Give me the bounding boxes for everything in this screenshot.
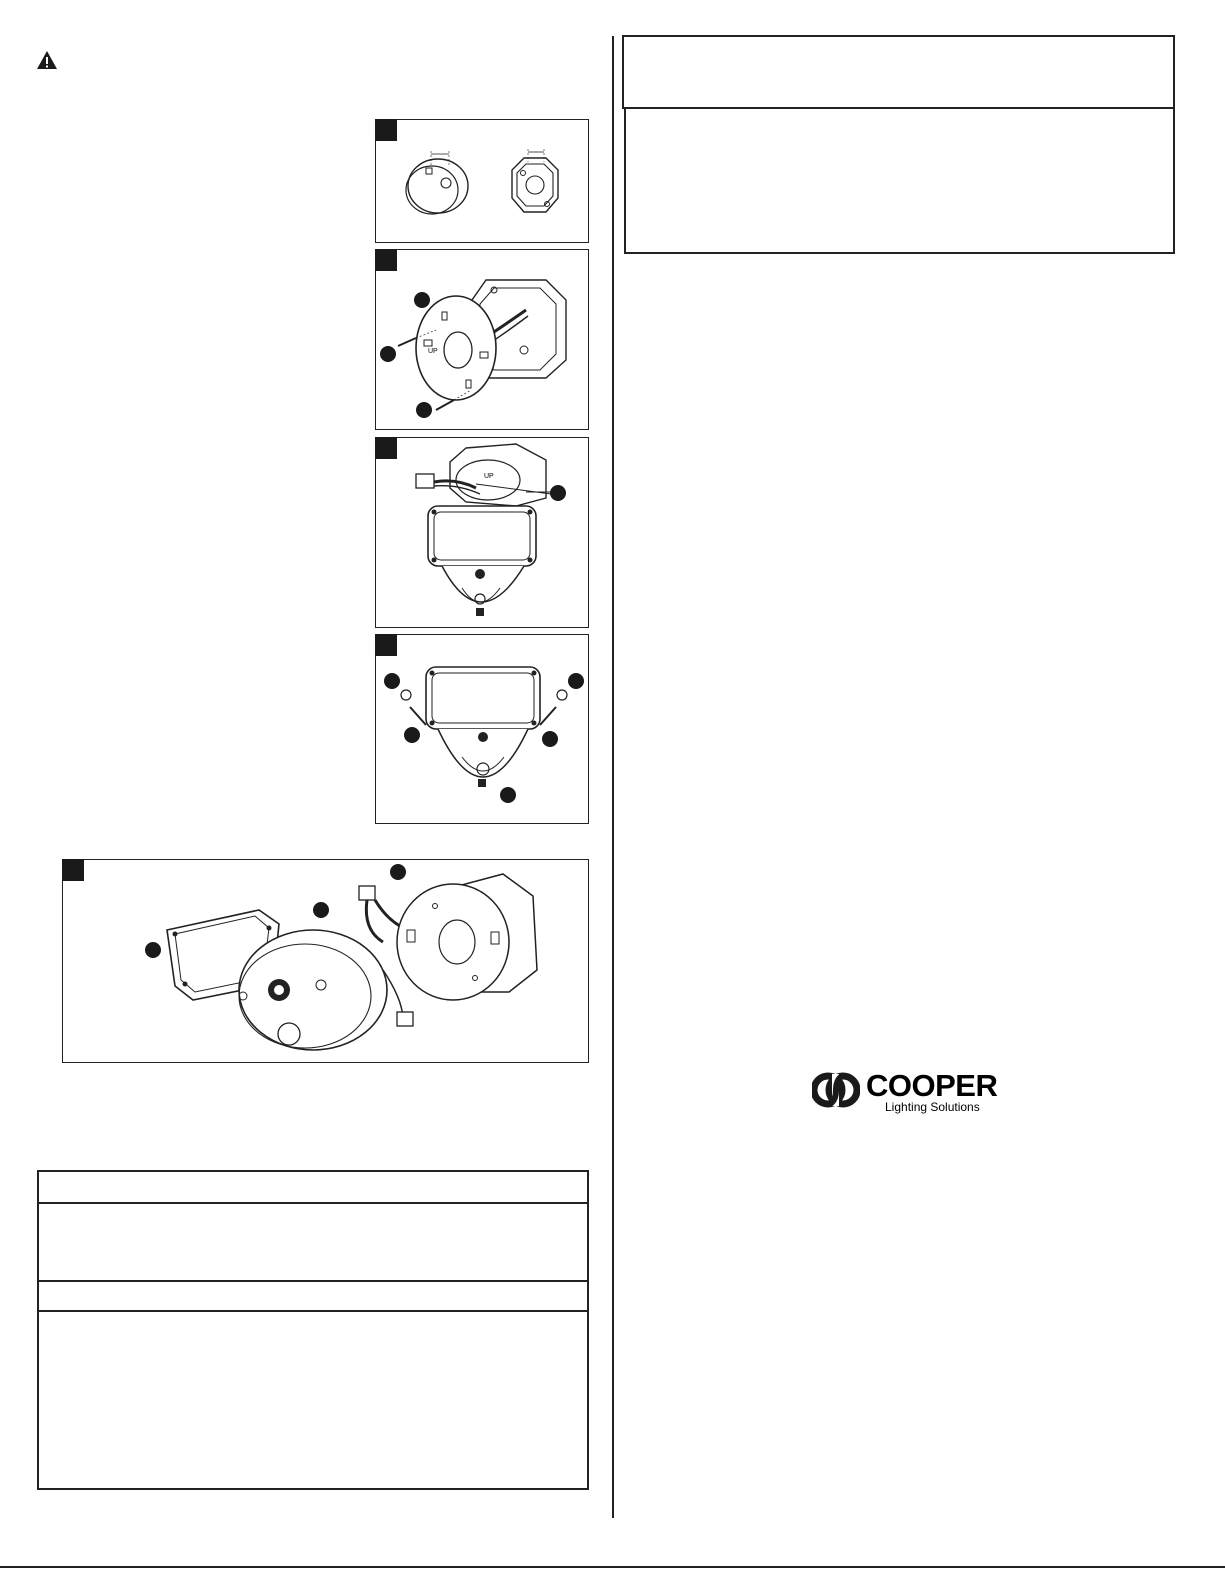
mounting-plate-figure	[375, 249, 589, 430]
mounting-plate-drawing	[376, 250, 590, 431]
callout-marker	[414, 292, 430, 308]
right-header-box	[622, 35, 1175, 109]
cooper-brand-name: COOPER	[866, 1068, 998, 1103]
exploded-assembly-drawing	[63, 860, 590, 1064]
callout-marker	[542, 731, 558, 747]
fixture-attach-drawing	[376, 635, 590, 825]
up-label: UP	[484, 473, 494, 480]
left-table-body	[37, 1202, 589, 1282]
right-body-box	[624, 107, 1175, 254]
junction-box-drawing	[376, 120, 590, 244]
left-table-header-row	[37, 1170, 589, 1204]
wiring-connection-figure	[375, 437, 589, 628]
callout-marker	[380, 346, 396, 362]
fixture-attach-figure	[375, 634, 589, 824]
callout-marker	[568, 673, 584, 689]
callout-marker	[145, 942, 161, 958]
exploded-assembly-figure	[62, 859, 589, 1063]
column-divider	[612, 36, 614, 1518]
callout-marker	[500, 787, 516, 803]
cooper-swirl-icon	[812, 1070, 860, 1110]
callout-marker	[384, 673, 400, 689]
left-table-header-row-2	[37, 1280, 589, 1312]
wiring-connection-drawing	[376, 438, 590, 629]
left-table-body-2	[37, 1310, 589, 1490]
up-label: UP	[428, 348, 438, 355]
callout-marker	[390, 864, 406, 880]
cooper-tagline: Lighting Solutions	[885, 1100, 980, 1114]
junction-box-types-figure	[375, 119, 589, 243]
callout-marker	[404, 727, 420, 743]
bottom-rule	[0, 1566, 1225, 1568]
warning-triangle-icon	[36, 50, 58, 70]
callout-marker	[550, 485, 566, 501]
cooper-logo	[812, 1070, 1002, 1116]
callout-marker	[416, 402, 432, 418]
callout-marker	[313, 902, 329, 918]
